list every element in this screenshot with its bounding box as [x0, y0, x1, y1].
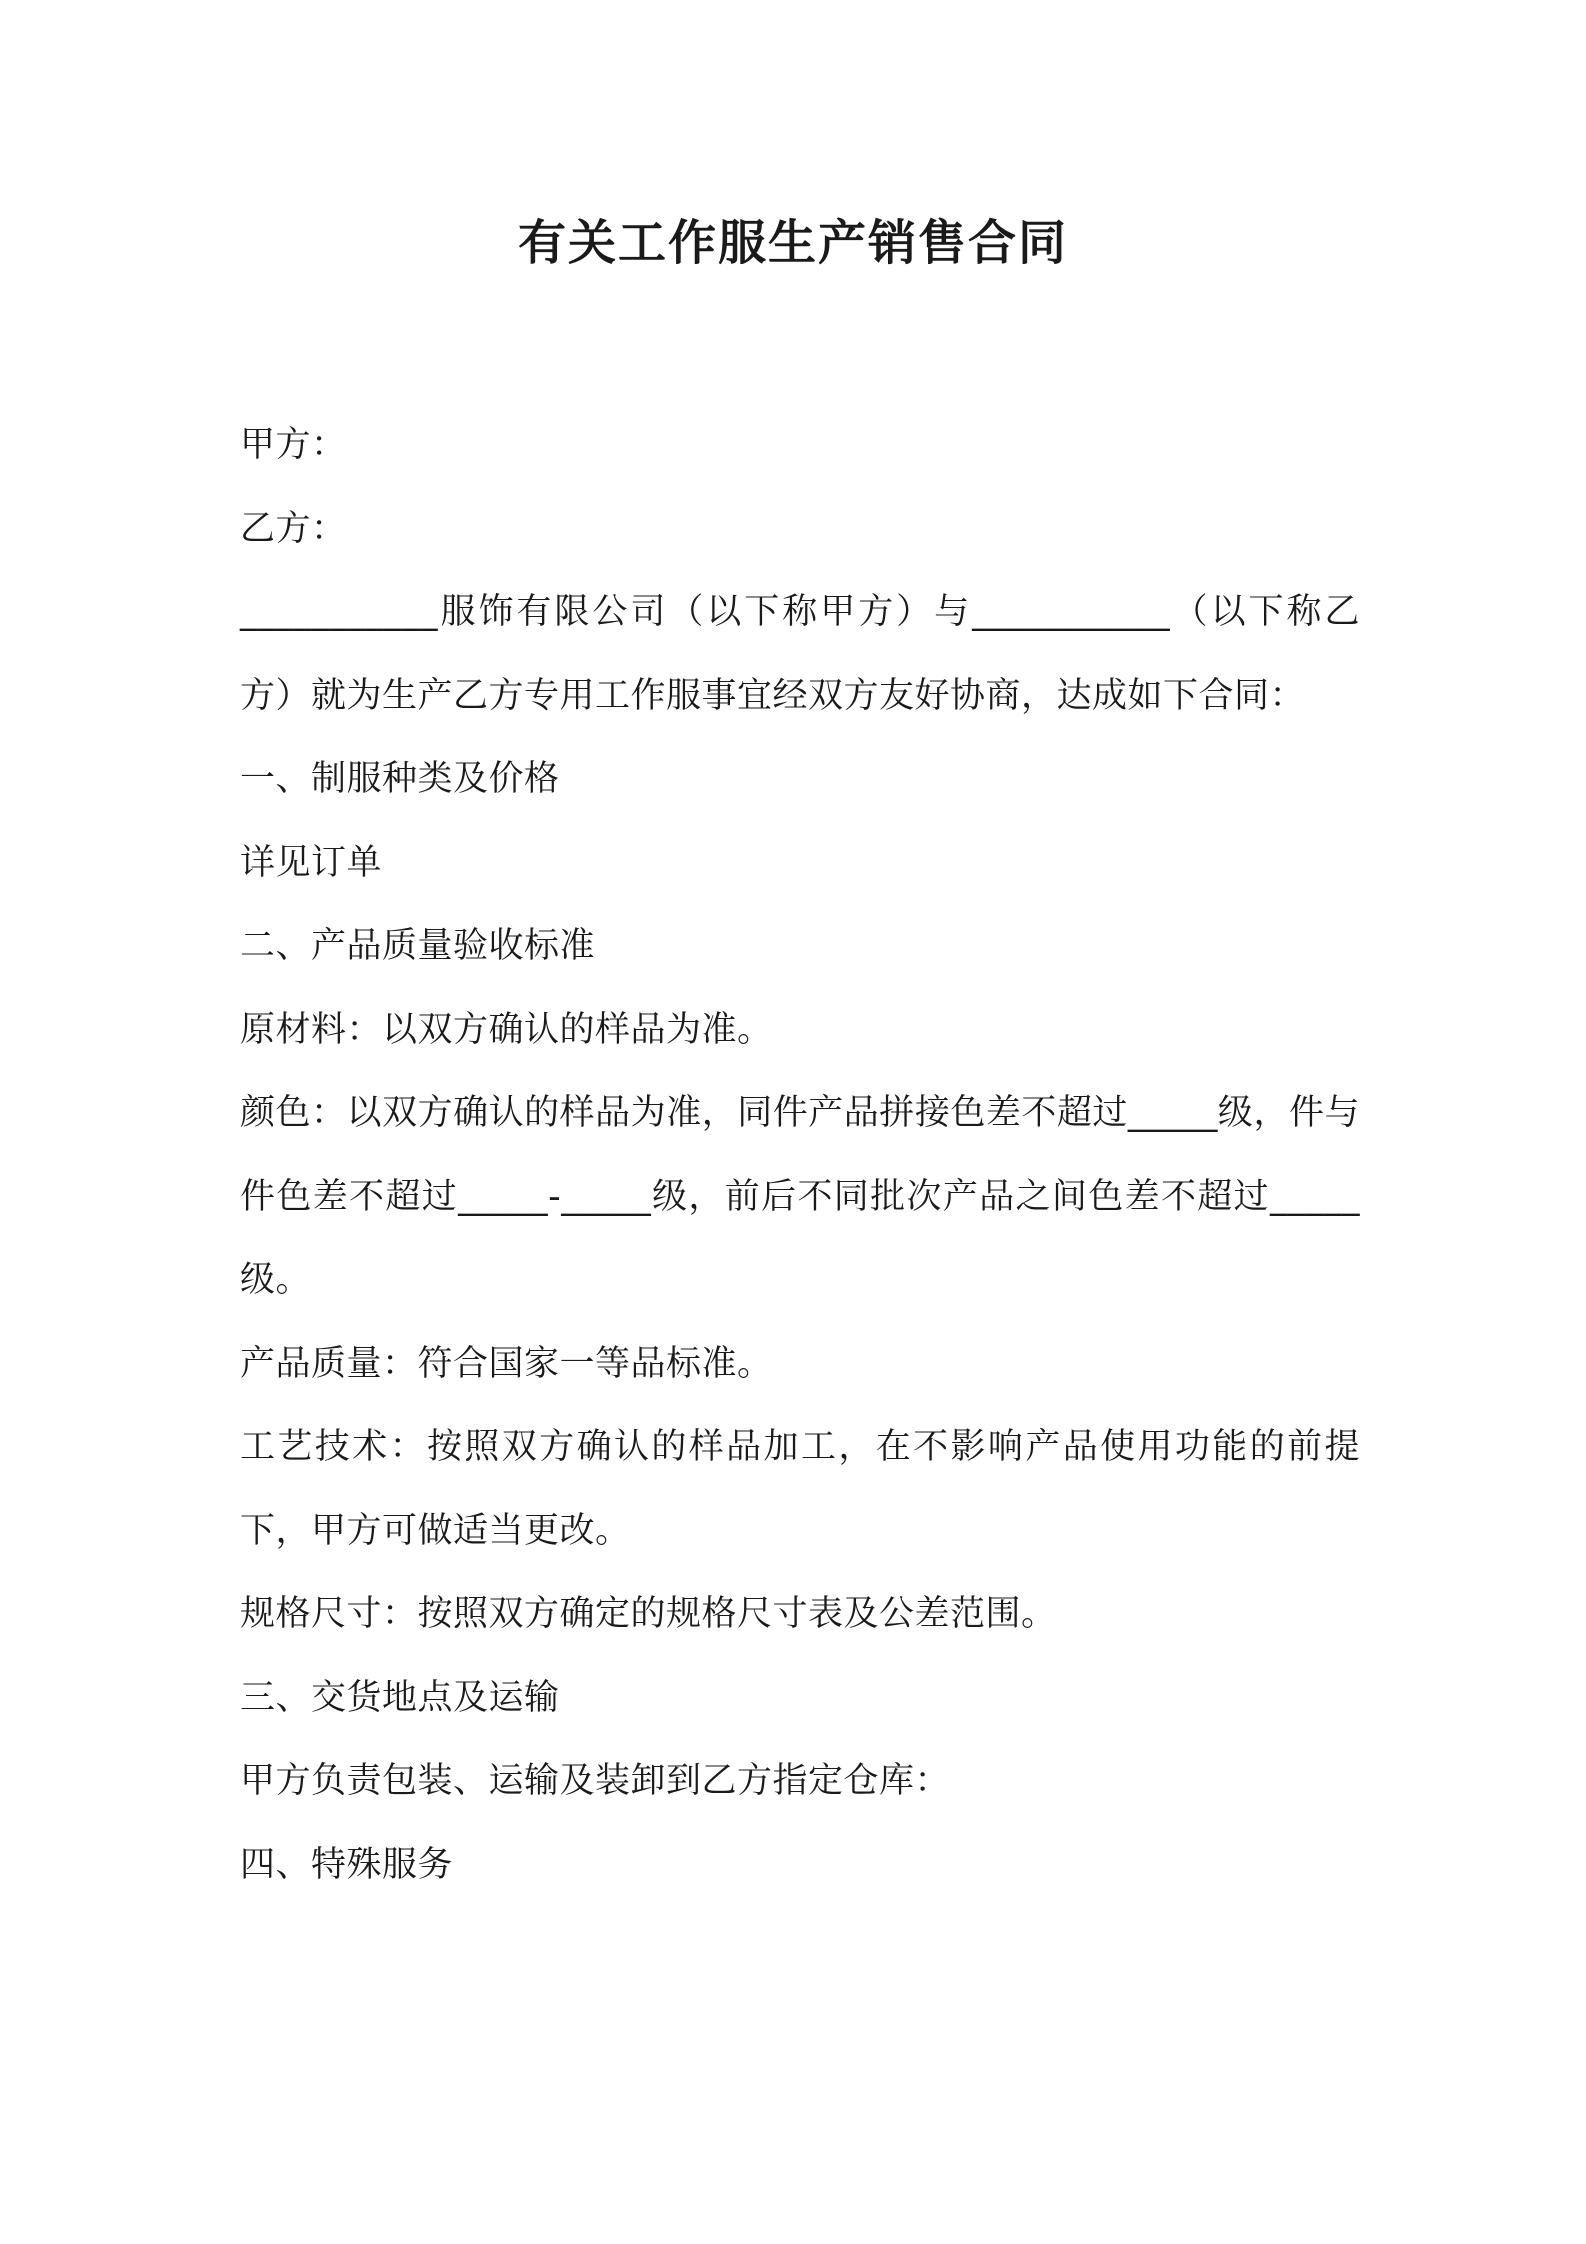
quality-clause: 产品质量：符合国家一等品标准。: [240, 1343, 773, 1384]
section-1-text: 详见订单: [240, 842, 383, 883]
color-clause: 颜色：以双方确认的样品为准，同件产品拼接色差不超过_____级，件与件色差不超过_____-_____级，前后不同批次产品之间色差不超过_____级。: [240, 1093, 1360, 1300]
section-heading-2: 二、产品质量验收标准: [240, 926, 596, 966]
craft-clause: 工艺技术：按照双方确认的样品加工，在不影响产品使用功能的前提下，甲方可做适当更改。: [240, 1427, 1360, 1551]
raw-material-clause: 原材料：以双方确认的样品为准。: [240, 1009, 773, 1050]
section-heading-1: 一、制服种类及价格: [240, 759, 560, 799]
document-title: 有关工作服生产销售合同: [517, 215, 1068, 271]
party-b-line: 乙方：: [240, 508, 347, 549]
party-a-line: 甲方：: [240, 425, 347, 465]
section-heading-4: 四、特殊服务: [240, 1844, 454, 1885]
size-clause: 规格尺寸：按照双方确定的规格尺寸表及公差范围。: [240, 1594, 1057, 1634]
section-heading-3: 三、交货地点及运输: [240, 1677, 560, 1718]
delivery-clause: 甲方负责包装、运输及装卸到乙方指定仓库：: [240, 1761, 951, 1801]
preamble-paragraph: ___________服饰有限公司（以下称甲方）与___________（以下称乙方）就为生产乙方专用工作服事宜经双方友好协商，达成如下合同：: [240, 592, 1360, 716]
document-body: [240, 404, 1360, 1907]
